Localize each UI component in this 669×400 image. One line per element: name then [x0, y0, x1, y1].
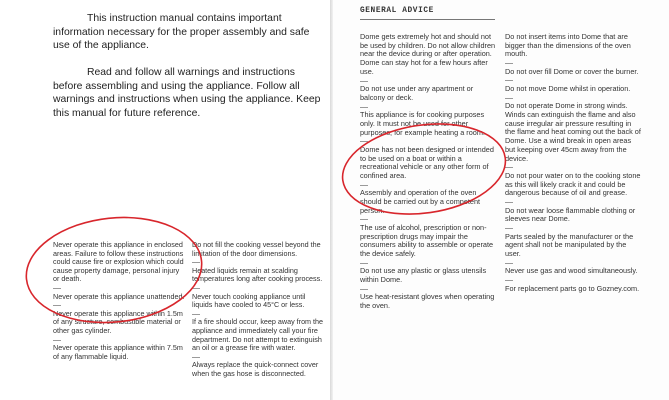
separator	[505, 76, 643, 85]
advice-item: Do not use under any apartment or balcony or deck.	[360, 84, 474, 102]
separator	[360, 103, 498, 112]
separator	[360, 181, 498, 190]
advice-item: Parts sealed by the manufacturer or the agent shall not be manipulated by the user.	[505, 231, 634, 258]
separator	[192, 353, 324, 362]
advice-item: Do not pour water on to the cooking stone as this will likely crack it and could be dangerous because of oil and grease.	[505, 170, 641, 198]
separator	[53, 284, 185, 293]
advice-item: The use of alcohol, prescription or non-prescription drugs may impair the consumers ability to assemble or operate the device safely.	[360, 222, 494, 259]
advice-item: Do not move Dome whilst in operation.	[505, 84, 631, 93]
advice-item: Use heat-resistant gloves when operating the oven.	[360, 292, 495, 311]
advice-item: Dome gets extremely hot and should not be used by children. Do not allow children near the device during or after operation. Dome can stay hot for a few hours after use.	[360, 32, 496, 76]
warning-item: Never operate this appliance unattended.	[53, 291, 185, 301]
warnings-column-2	[192, 241, 324, 379]
warning-item: Never operate this appliance within 7.5m of any flammable liquid.	[53, 343, 183, 361]
separator	[505, 59, 643, 68]
advice-column-1	[360, 33, 498, 311]
advice-item: For replacement parts go to Gozney.com.	[505, 283, 640, 293]
separator	[505, 198, 643, 207]
separator	[505, 163, 643, 172]
advice-column-2	[505, 33, 643, 293]
separator	[505, 259, 643, 268]
separator	[192, 258, 324, 267]
separator	[53, 336, 185, 345]
separator	[192, 310, 324, 319]
separator	[360, 137, 498, 146]
separator	[505, 94, 643, 103]
warning-item: Never touch cooking appliance until liquids have cooled to 45°C or less.	[192, 291, 306, 310]
advice-item: Do not insert items into Dome that are bigger than the dimensions of the oven mouth.	[505, 32, 631, 59]
intro-paragraph-2: Read and follow all warnings and instructions before assembling and using the appliance. Follow all warnings and instructions when using the appliance. Keep this manual for future reference.	[53, 67, 321, 119]
separator	[360, 77, 498, 86]
warning-item: Never operate this appliance in enclosed areas. Failure to follow these instructions could cause fire or explosion which could cause property damage, personal injury or death.	[53, 240, 184, 284]
advice-item: Assembly and operation of the oven should be carried out by a competent person.	[360, 188, 481, 215]
separator	[192, 284, 324, 293]
separator	[53, 301, 185, 310]
advice-item: Do not wear loose flammable clothing or sleeves near Dome.	[505, 205, 636, 224]
advice-item: This appliance is for cooking purposes only. It must not be used for other purposes, for example heating a room.	[360, 110, 485, 137]
advice-item: Never use gas and wood simultaneously.	[505, 266, 638, 276]
warning-item: Do not fill the cooking vessel beyond the limitation of the door dimensions.	[192, 240, 321, 258]
advice-item: Do not operate Dome in strong winds. Winds can extinguish the flame and also cause irregular air pressure resulting in the flame and heat coming out the back of Dome. Use a wind break in open areas but keeping over 45cm away from the device.	[505, 101, 641, 163]
warning-item: If a fire should occur, keep away from the appliance and immediately call your fire department. Do not attempt to extinguish an oil or a grease fire with water.	[192, 317, 324, 353]
advice-item: Do not use any plastic or glass utensils within Dome.	[360, 266, 487, 285]
intro-paragraph-1: This instruction manual contains important information necessary for the proper assembly and safe use of the appliance.	[53, 13, 310, 51]
advice-item: Dome has not been designed or intended to be used on a boat or within a recreational vehicle or any other form of confined area.	[360, 144, 494, 180]
heading-rule	[360, 19, 495, 20]
separator	[360, 215, 498, 224]
warning-item: Never operate this appliance within 1.5m of any structure, combustible material or other gas cylinder.	[53, 308, 183, 335]
general-advice-heading: GENERAL ADVICE	[360, 7, 434, 15]
warnings-column-1	[53, 241, 185, 361]
warning-item: Heated liquids remain at scalding temperatures long after cooking process.	[192, 265, 323, 284]
separator	[360, 285, 498, 294]
separator	[360, 259, 498, 268]
separator	[505, 224, 643, 233]
advice-item: Do not over fill Dome or cover the burner.	[505, 66, 639, 76]
warning-item: Always replace the quick-connect cover when the gas hose is disconnected.	[192, 360, 319, 378]
separator	[505, 276, 643, 285]
